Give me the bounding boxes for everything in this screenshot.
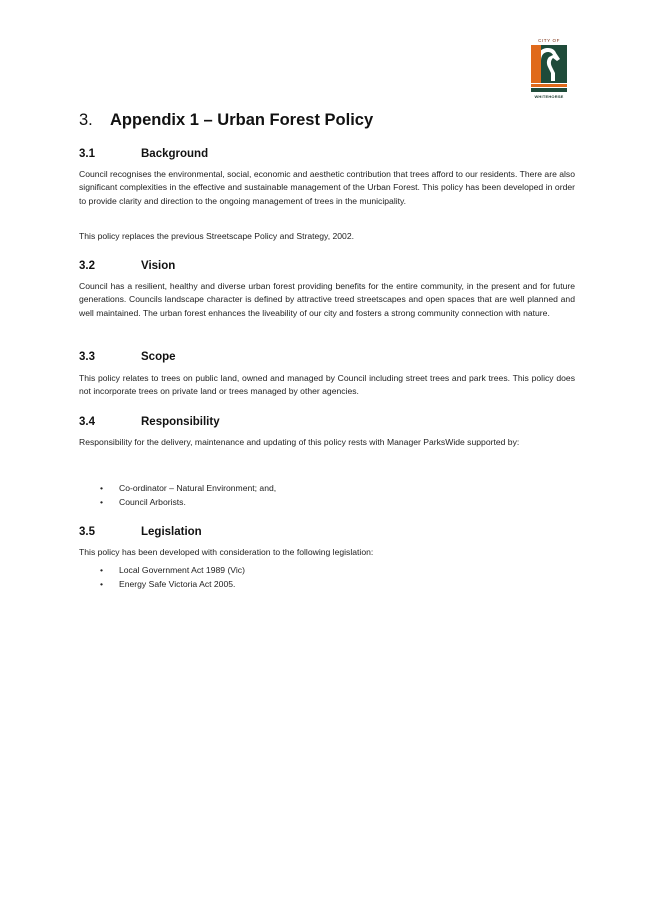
legislation-list (79, 564, 575, 592)
page-title-text: Appendix 1 – Urban Forest Policy (110, 111, 374, 129)
page-title (79, 111, 373, 130)
list-item-text: Local Government Act 1989 (Vic) (119, 565, 245, 575)
scope-paragraph: This policy relates to trees on public land, owned and managed by Council including street trees and park trees. This policy does not incorporate trees on private land or trees managed by other agencies. (79, 373, 575, 397)
section-title: Vision (141, 260, 176, 272)
section-title: Responsibility (141, 416, 220, 428)
section-title: Scope (141, 351, 176, 363)
list-item (79, 564, 575, 578)
section-title: Legislation (141, 526, 202, 538)
list-item-text: Council Arborists. (119, 496, 186, 507)
section-heading-legislation (79, 526, 202, 538)
section-heading-responsibility (79, 416, 220, 428)
section-title: Background (141, 148, 209, 160)
section-number: 3.3 (79, 351, 95, 363)
list-item (79, 496, 575, 510)
list-item-text: Co-ordinator – Natural Environment; and, (119, 483, 277, 493)
section-number: 3.5 (79, 526, 95, 538)
responsibility-list (79, 482, 575, 510)
section-number: 3.2 (79, 260, 95, 272)
section-heading-background (79, 148, 208, 160)
section-heading-vision (79, 260, 175, 272)
legislation-paragraph: This policy has been developed with consideration to the following legislation: (79, 547, 374, 557)
section-number: 3.4 (79, 416, 95, 428)
horse-emblem-icon (531, 45, 567, 93)
background-paragraph: Council recognises the environmental, social, economic and aesthetic contribution that trees afford to our residents. There are also significant complexities in the effective and sustainable management of the Urban Forest. This policy has been developed in order to provide clarity and direction to the ongoing management of trees in the municipality. (79, 169, 576, 206)
bullet-icon: • (100, 483, 104, 493)
list-item (79, 482, 575, 496)
responsibility-paragraph: Responsibility for the delivery, maintenance and updating of this policy rests with Manager ParksWide supported by: (79, 437, 520, 447)
section-heading-scope (79, 351, 176, 363)
page-title-number: 3. (79, 111, 93, 129)
bullet-icon: • (100, 565, 104, 575)
section-number: 3.1 (79, 148, 95, 160)
logo-top-text: CITY OF (538, 38, 560, 43)
list-item-text: Energy Safe Victoria Act 2005. (119, 578, 236, 589)
city-of-whitehorse-logo (528, 38, 570, 102)
list-item (79, 578, 575, 592)
vision-paragraph: Council has a resilient, healthy and diverse urban forest providing benefits for the entire community, in the present and for future generations. Councils landscape character is defined by attractive treed streetscapes and open spaces that are well planned and well maintained. The urban forest enhances the liveability of our city and fosters a strong community connection with nature. (79, 281, 575, 318)
background-paragraph-2: This policy replaces the previous Streetscape Policy and Strategy, 2002. (79, 231, 354, 241)
bullet-icon: • (100, 496, 104, 507)
logo-bottom-text: WHITEHORSE (534, 94, 564, 99)
bullet-icon: • (100, 578, 104, 589)
